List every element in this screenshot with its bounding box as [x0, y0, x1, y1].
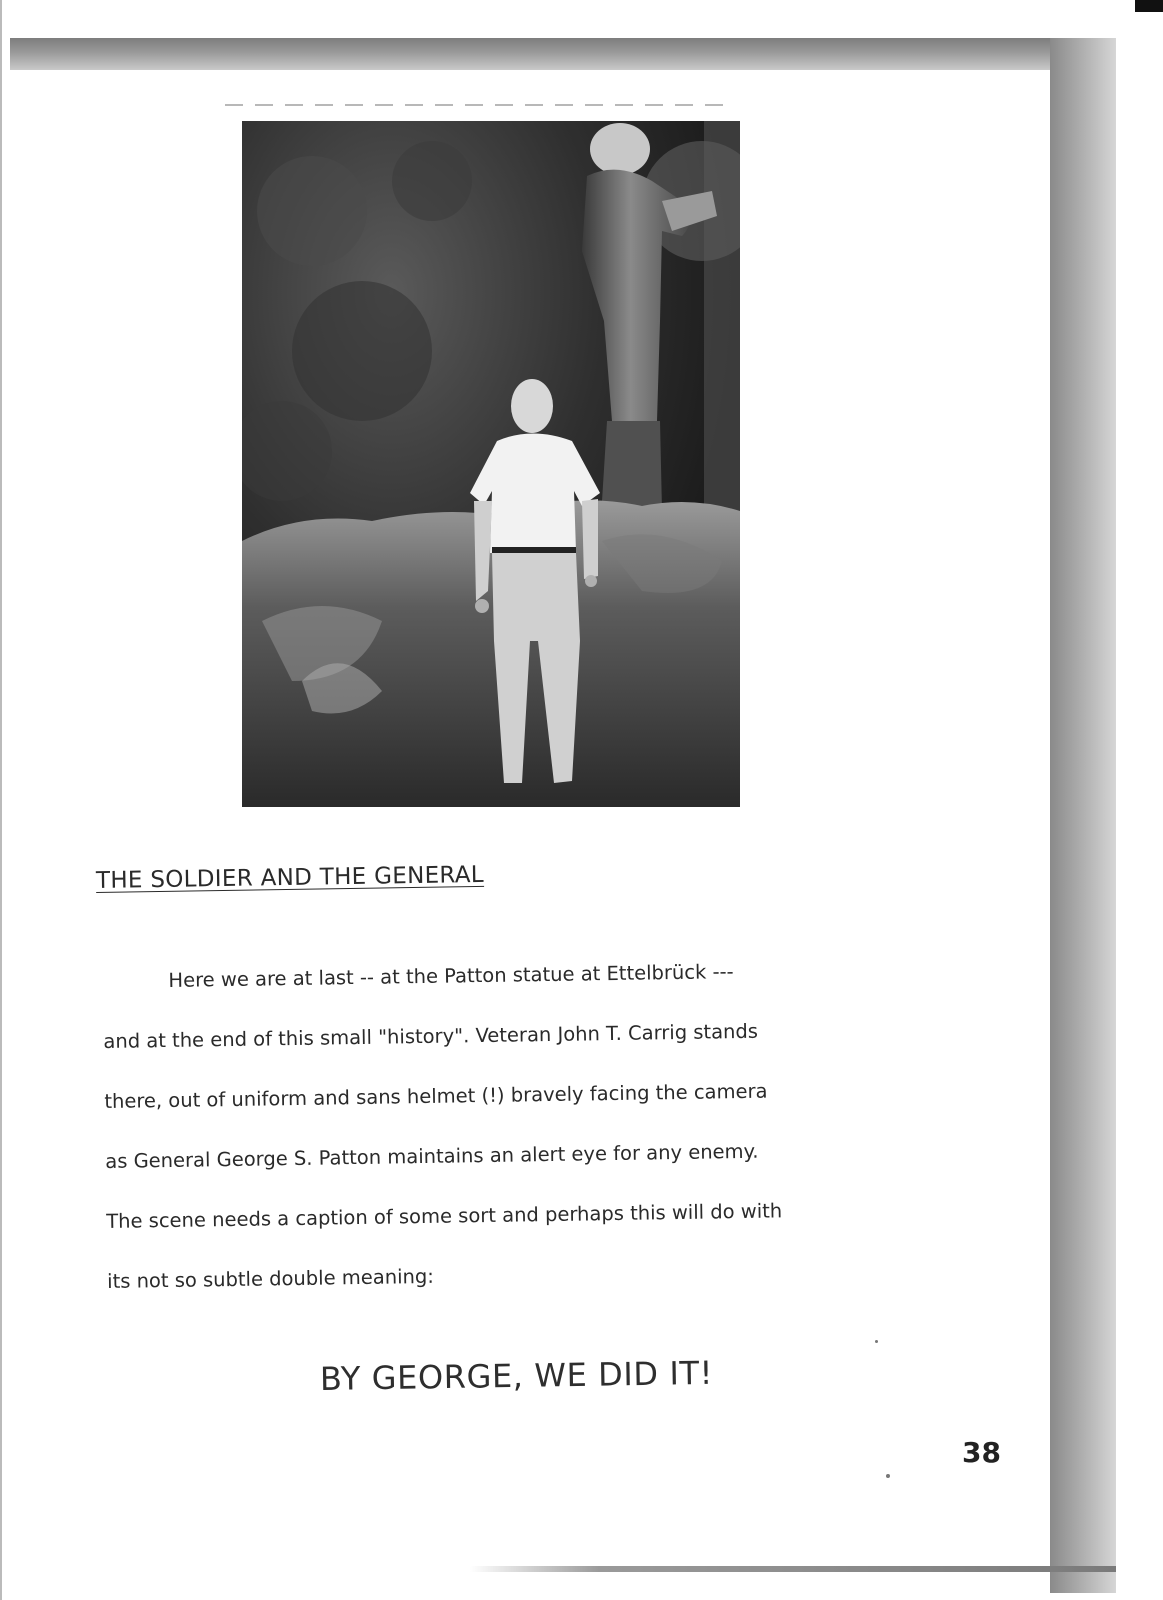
- patton-statue-photo: [242, 121, 740, 807]
- body-line: The scene needs a caption of some sort and perhaps this will do with: [106, 1199, 783, 1233]
- body-line: as General George S. Patton maintains an alert eye for any enemy.: [105, 1139, 759, 1173]
- scan-shadow-bottom: [470, 1566, 1116, 1572]
- scan-margin-right: [1116, 0, 1163, 1600]
- scan-speck: [886, 1474, 890, 1478]
- scan-corner-mark: [1135, 0, 1163, 12]
- photo-illustration: [242, 121, 740, 807]
- scan-shadow-top: [10, 38, 1110, 70]
- body-line: and at the end of this small "history". Veteran John T. Carrig stands: [103, 1019, 759, 1053]
- scan-speck: [875, 1340, 878, 1343]
- body-line: Here we are at last -- at the Patton statue at Ettelbrück ---: [168, 960, 734, 992]
- body-line: there, out of uniform and sans helmet (!) bravely facing the camera: [104, 1079, 768, 1113]
- article-body: [102, 939, 928, 1312]
- page-number: 38: [962, 1436, 1001, 1469]
- photo-cut-edge: [225, 104, 730, 106]
- article-title: THE SOLDIER AND THE GENERAL: [95, 861, 485, 894]
- body-line: its not so subtle double meaning:: [106, 1264, 435, 1293]
- photo-caption: BY GEORGE, WE DID IT!: [319, 1353, 714, 1398]
- scan-left-edge: [0, 0, 2, 1600]
- scan-shadow-right: [1050, 38, 1116, 1593]
